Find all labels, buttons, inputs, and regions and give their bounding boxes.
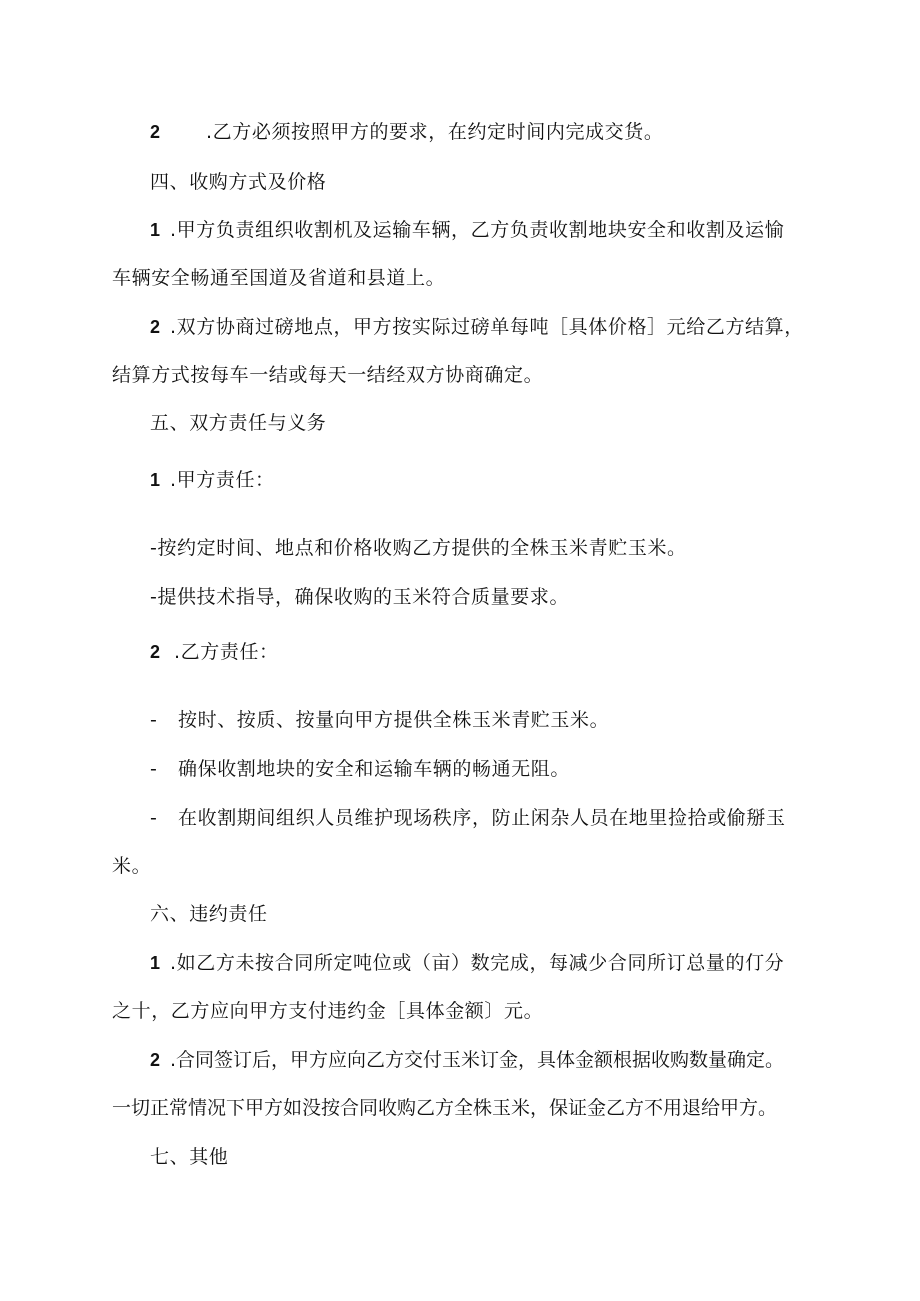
section-heading: 七、其他 [150, 1146, 229, 1168]
clause-paragraph [150, 218, 784, 242]
dash-marker: - [150, 807, 158, 829]
clause-continuation: 结算方式按每车一结或每天一结经双方协商确定。 [112, 364, 544, 386]
section-heading: 四、收购方式及价格 [150, 171, 327, 193]
clause-continuation: 之十，乙方应向甲方支付违约金［具体金额〕元。 [112, 1000, 544, 1022]
clause-text: .双方协商过磅地点，甲方按实际过磅单每吨［具体价格］元给乙方结算， [170, 316, 804, 338]
clause-text: .甲方责任： [170, 469, 275, 491]
duty-item [150, 708, 609, 732]
clause-paragraph [150, 640, 279, 664]
clause-continuation: 一切正常情况下甲方如没按合同收购乙方全株玉米，保证金乙方不用退给甲方。 [112, 1097, 778, 1119]
clause-paragraph [150, 1048, 784, 1072]
duty-text: 按时、按质、按量向甲方提供全株玉米青贮玉米。 [178, 709, 610, 731]
dash-marker: - [150, 709, 158, 731]
clause-paragraph [150, 315, 804, 339]
clause-number: 2 [150, 122, 161, 142]
clause-number: 1 [150, 953, 161, 973]
dash-marker: - [150, 758, 158, 780]
duty-item: -提供技术指导，确保收购的玉米符合质量要求。 [150, 586, 570, 608]
clause-paragraph [150, 951, 784, 975]
duty-item [150, 757, 570, 781]
section-heading: 五、双方责任与义务 [150, 412, 327, 434]
clause-text: .乙方责任： [174, 641, 279, 663]
duty-text: 确保收割地块的安全和运输车辆的畅通无阻。 [178, 758, 571, 780]
clause-number: 1 [150, 220, 161, 240]
clause-text: .如乙方未按合同所定吨位或（亩）数完成，每减少合同所订总量的仃分 [170, 952, 785, 974]
clause-paragraph [150, 468, 275, 492]
clause-text: .乙方必须按照甲方的要求，在约定时间内完成交货。 [206, 121, 664, 143]
duty-item: -按约定时间、地点和价格收购乙方提供的全株玉米青贮玉米。 [150, 537, 687, 559]
clause-number: 2 [150, 317, 161, 337]
clause-text: .甲方负责组织收割机及运输车辆，乙方负责收割地块安全和收割及运愉 [170, 219, 785, 241]
clause-continuation: 车辆安全畅通至国道及省道和县道上。 [112, 267, 446, 289]
duty-item [150, 806, 786, 830]
clause-number: 2 [150, 642, 161, 662]
clause-continuation: 米。 [112, 855, 152, 877]
duty-text: 在收割期间组织人员维护现场秩序，防止闲杂人员在地里捡拾或偷掰玉 [178, 807, 786, 829]
clause-text: .合同签订后，甲方应向乙方交付玉米订金，具体金额根据收购数量确定。 [170, 1049, 785, 1071]
clause-number: 1 [150, 470, 161, 490]
section-heading: 六、违约责任 [150, 903, 268, 925]
clause-paragraph [150, 120, 663, 144]
clause-number: 2 [150, 1050, 161, 1070]
